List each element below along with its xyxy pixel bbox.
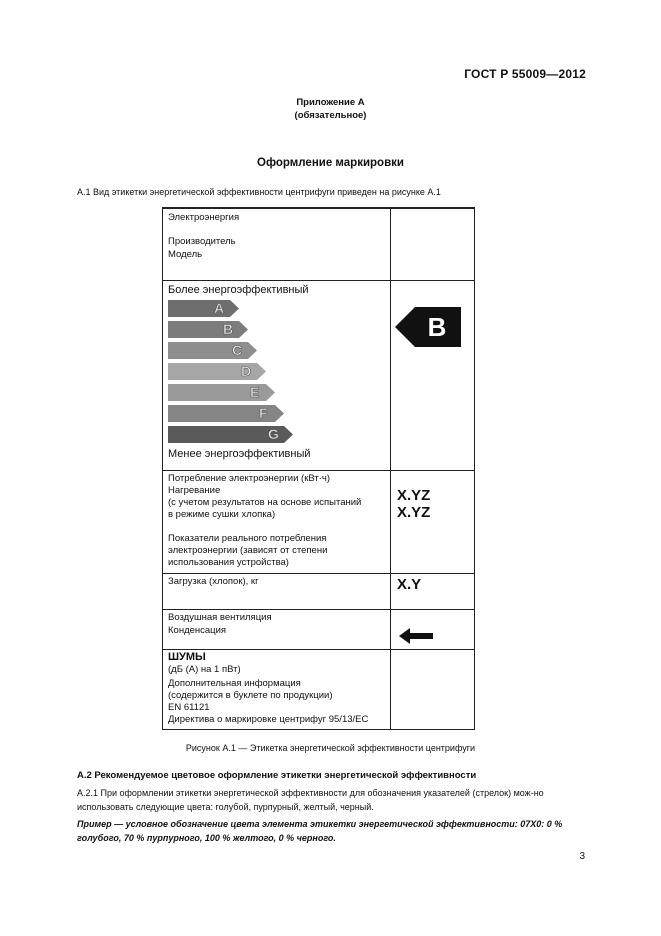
label-row-manufacturer	[163, 208, 474, 280]
label-row-efficiency-scale	[163, 280, 474, 470]
condensation-label: Конденсация	[168, 625, 227, 636]
label-row-ventilation	[163, 609, 474, 649]
less-efficient-label: Менее энергоэффективный	[168, 448, 311, 460]
label-row-consumption	[163, 470, 474, 573]
example-paragraph: Пример — условное обозначение цвета элемента этикетки энергетической эффективности: 07X0: 0 % голубого, 70 % пурпурного, 100 % желтого, 0 % черного.	[77, 819, 563, 843]
intro-paragraph: А.1 Вид этикетки энергетической эффективности центрифуги приведен на рисунке А.1	[77, 187, 441, 197]
noise-unit: (дБ (А) на 1 пВт)	[168, 664, 241, 675]
left-arrow-icon	[399, 628, 433, 649]
consumption-value-1: X.YZ	[397, 487, 431, 504]
efficiency-class-bar	[168, 300, 239, 317]
directive-reference: Директива о маркировке центрифуг 95/13/ЕС	[168, 714, 369, 725]
subsection-heading: А.2 Рекомендуемое цветовое оформление этикетки энергетической эффективности	[77, 770, 477, 781]
section-title: Оформление маркировки	[257, 157, 404, 169]
efficiency-class-letter: F	[259, 405, 268, 421]
annex-heading	[0, 96, 661, 122]
consumption-label: Потребление электроэнергии (кВт·ч)	[168, 473, 331, 484]
real-consumption-line1: Показатели реального потребления	[168, 533, 327, 544]
efficiency-class-letter: A	[214, 300, 225, 316]
load-value: X.Y	[397, 576, 422, 593]
label-row-load	[163, 573, 474, 609]
efficiency-class-bar	[168, 342, 257, 359]
label-row-noise	[163, 649, 474, 731]
figure-caption: Рисунок А.1 — Этикетка энергетической эффективности центрифуги	[185, 743, 476, 753]
current-class-indicator	[395, 307, 461, 347]
real-consumption-line2: электроэнергии (зависят от степени	[168, 545, 328, 556]
efficiency-class-bar	[168, 321, 248, 338]
standard-reference: EN 61121	[168, 702, 210, 713]
load-label: Загрузка (хлопок), кг	[168, 576, 259, 587]
page-number: 3	[579, 851, 585, 862]
efficiency-class-bar	[168, 405, 284, 422]
efficiency-class-letter: D	[241, 363, 252, 379]
efficiency-class-letter: G	[268, 426, 279, 442]
subsection-paragraph: А.2.1 При оформлении этикетки энергетической эффективности для обозначения указателей (стрелок) мож-но использовать следующие цвета: голубой, пурпурный, желтый, черный.	[77, 788, 544, 812]
annex-status: (обязательное)	[294, 110, 367, 121]
efficiency-class-letter: B	[223, 321, 234, 337]
test-basis-line2: в режиме сушки хлопка)	[168, 509, 276, 520]
efficiency-class-bar	[168, 363, 266, 380]
air-vent-label: Воздушная вентиляция	[168, 612, 272, 623]
efficiency-class-letter: C	[232, 342, 243, 358]
annex-title: Приложение А	[296, 97, 365, 108]
manufacturer-label: Производитель	[168, 236, 236, 247]
noise-heading: ШУМЫ	[168, 651, 206, 663]
standard-code: ГОСТ Р 55009—2012	[464, 67, 586, 81]
energy-label	[162, 207, 475, 730]
consumption-value-2: X.YZ	[397, 504, 431, 521]
additional-info-label: Дополнительная информация	[168, 678, 301, 689]
more-efficient-label: Более энергоэффективный	[168, 284, 309, 296]
model-label: Модель	[168, 249, 203, 260]
efficiency-class-bar	[168, 426, 293, 443]
heating-label: Нагревание	[168, 485, 221, 496]
real-consumption-line3: использования устройства)	[168, 557, 289, 568]
efficiency-class-bar	[168, 384, 275, 401]
booklet-note: (содержится в буклете по продукции)	[168, 690, 333, 701]
electricity-label: Электроэнергия	[168, 212, 240, 223]
efficiency-class-letter: E	[250, 384, 260, 400]
current-class-letter: B	[427, 312, 447, 342]
test-basis-line1: (с учетом результатов на основе испытаний	[168, 497, 362, 508]
